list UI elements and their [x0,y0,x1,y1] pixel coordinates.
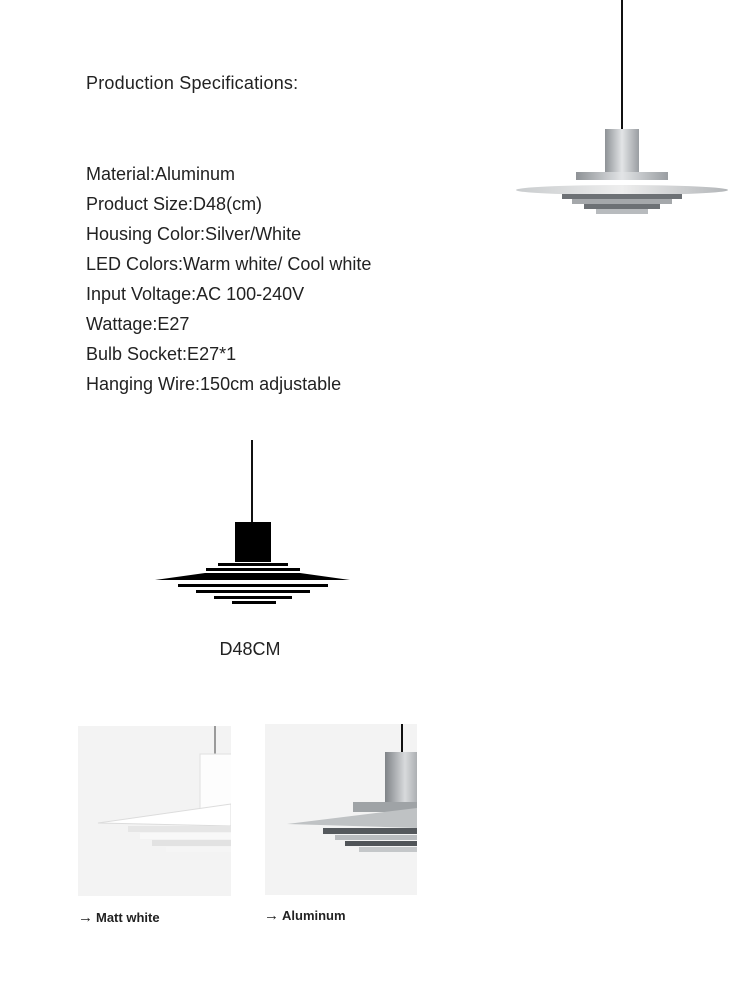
arrow-right-icon: → [264,907,279,924]
finish-caption-aluminum [264,907,346,924]
matt-white-swatch-image [78,726,231,896]
spec-housing-color: Housing Color:Silver/White [86,224,302,244]
spec-hanging-wire: Hanging Wire:150cm adjustable [86,374,342,394]
finish-caption-matt-white [78,909,160,926]
aluminum-swatch-image [265,724,417,895]
dimension-label: D48CM [219,639,281,659]
arrow-right-icon: → [78,909,93,926]
spec-product-size: Product Size:D48(cm) [86,194,263,214]
pendant-lamp-photo [510,0,740,230]
finish-label: Matt white [96,910,160,925]
page-title: Production Specifications: [86,73,299,93]
finish-label: Aluminum [282,908,346,923]
spec-input-voltage: Input Voltage:AC 100-240V [86,284,305,304]
spec-material: Material:Aluminum [86,164,236,184]
spec-wattage: Wattage:E27 [86,314,190,334]
lamp-dimension-diagram [150,440,355,610]
spec-list [86,162,371,402]
spec-led-colors: LED Colors:Warm white/ Cool white [86,254,372,274]
spec-bulb-socket: Bulb Socket:E27*1 [86,344,237,364]
